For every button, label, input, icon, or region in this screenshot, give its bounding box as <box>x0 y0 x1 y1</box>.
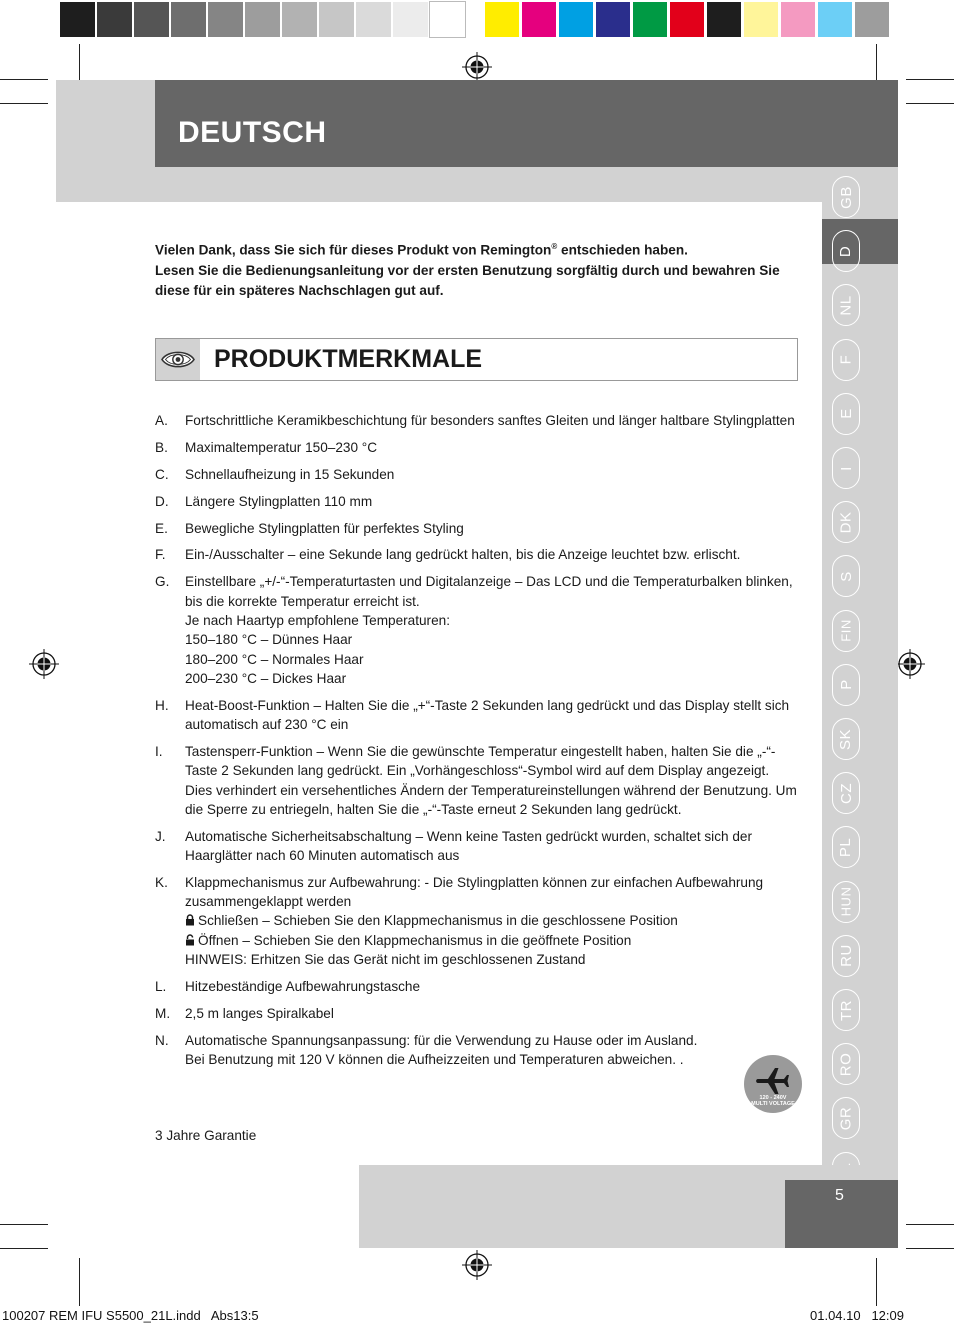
feature-item <box>155 438 800 457</box>
print-slug-file: 100207 REM IFU S5500_21L.indd Abs13:5 <box>2 1308 259 1323</box>
language-tab-label: HUN <box>838 886 854 917</box>
color-swatch <box>559 2 593 37</box>
feature-item <box>155 465 800 484</box>
feature-text: Fortschrittliche Keramikbeschichtung für besonders sanftes Gleiten und länger haltbare Stylingplatten <box>185 413 795 428</box>
language-tab-label: S <box>837 571 855 582</box>
crop-mark <box>0 79 48 80</box>
feature-letter: D. <box>155 493 169 509</box>
feature-text: Automatische Sicherheitsabschaltung – Wenn keine Tasten gedrückt wurden, schaltet sich der Haarglätter nach 60 Minuten automatisch aus <box>185 828 752 863</box>
section-title: PRODUKTMERKMALE <box>214 345 483 373</box>
language-tab-ae[interactable] <box>832 1260 860 1302</box>
language-tab-f[interactable] <box>832 339 860 381</box>
feature-text: Schließen – Schieben Sie den Klappmechanismus in die geschlossene Position <box>198 913 678 929</box>
feature-item <box>155 492 800 511</box>
feature-text: Maximaltemperatur 150–230 °C <box>185 439 378 455</box>
language-tab-label: F <box>837 354 855 365</box>
language-tab-cz[interactable] <box>832 772 860 814</box>
language-tab-fin[interactable] <box>832 610 860 652</box>
language-tab-ru[interactable] <box>832 935 860 977</box>
feature-item <box>155 519 800 538</box>
feature-text: Einstellbare „+/-“-Temperaturtasten und Digitalanzeige – Das LCD und die Temperaturbalken blinken, bis die korrekte Temperatur erreicht ist. <box>185 574 793 609</box>
color-swatch <box>485 2 519 37</box>
feature-letter: B. <box>155 439 168 455</box>
color-swatch <box>60 2 95 37</box>
feature-item <box>155 873 800 969</box>
language-tab-tr[interactable] <box>832 989 860 1031</box>
feature-text: Längere Stylingplatten 110 mm <box>185 493 373 509</box>
color-swatch <box>171 2 206 37</box>
crop-mark <box>0 103 48 104</box>
registered-mark: ® <box>551 242 558 251</box>
language-tab-dk[interactable] <box>832 501 860 543</box>
color-swatch <box>781 2 815 37</box>
language-tab-label: GR <box>837 1106 855 1131</box>
feature-item <box>155 827 800 866</box>
color-swatch <box>818 2 852 37</box>
language-tab-nl[interactable] <box>832 284 860 326</box>
language-tab-i[interactable] <box>832 447 860 489</box>
feature-text: Ein-/Ausschalter – eine Sekunde lang gedrückt halten, bis die Anzeige leuchtet bzw. erlischt. <box>185 547 741 563</box>
feature-text: 180–200 °C – Normales Haar <box>185 651 364 667</box>
language-tab-gr[interactable] <box>832 1097 860 1139</box>
lock-open-icon <box>185 934 195 946</box>
feature-text: Klappmechanismus zur Aufbewahrung: - Die Stylingplatten können zur einfachen Aufbewahrung zusammengeklappt werden <box>185 874 764 910</box>
feature-letter: M. <box>155 1005 171 1021</box>
feature-letter: N. <box>155 1032 169 1048</box>
language-tab-label: RO <box>837 1052 855 1076</box>
warranty-text: 3 Jahre Garantie <box>155 1128 257 1143</box>
feature-item <box>155 1031 800 1070</box>
feature-text: Bewegliche Stylingplatten für perfektes Styling <box>185 520 464 536</box>
language-tab-pl[interactable] <box>832 826 860 868</box>
color-swatch <box>855 2 889 37</box>
crop-mark <box>876 1258 877 1306</box>
feature-letter: K. <box>155 874 168 890</box>
color-swatch <box>356 2 391 37</box>
feature-text: Automatische Spannungsanpassung: für die Verwendung zu Hause oder im Ausland. <box>185 1032 698 1048</box>
color-swatch <box>208 2 243 37</box>
feature-text: Öffnen – Schieben Sie den Klappmechanismus in die geöffnete Position <box>198 932 632 948</box>
color-swatch <box>97 2 132 37</box>
feature-item <box>155 1004 800 1023</box>
language-tab-sk[interactable] <box>832 718 860 760</box>
language-tab-p[interactable] <box>832 664 860 706</box>
feature-item <box>155 572 800 688</box>
eye-icon <box>156 339 200 380</box>
registration-mark-icon <box>895 649 925 679</box>
badge-label: MULTI VOLTAGE <box>751 1101 795 1107</box>
feature-letter: H. <box>155 697 169 713</box>
crop-mark <box>906 1224 954 1225</box>
color-swatch <box>393 2 428 37</box>
feature-lock-open-line <box>185 931 800 950</box>
language-tab-label: CZ <box>837 782 855 804</box>
color-swatch <box>282 2 317 37</box>
badge-voltage: 120 - 240V <box>759 1095 787 1101</box>
crop-mark <box>79 1258 80 1306</box>
feature-letter: I. <box>155 743 163 759</box>
language-tab-label: D <box>837 245 855 257</box>
color-swatch <box>596 2 630 37</box>
color-swatch <box>319 2 354 37</box>
language-tab-label: NL <box>837 295 855 316</box>
language-tab-label: SK <box>837 728 855 750</box>
language-tab-label: GB <box>837 185 855 209</box>
feature-text: Hitzebeständige Aufbewahrungstasche <box>185 978 421 994</box>
feature-note: HINWEIS: Erhitzen Sie das Gerät nicht im geschlossenen Zustand <box>185 952 586 968</box>
feature-letter: J. <box>155 828 166 844</box>
feature-lock-closed-line <box>185 911 800 930</box>
language-tab-label: I <box>837 465 855 471</box>
feature-letter: C. <box>155 466 169 482</box>
feature-letter: A. <box>155 413 168 428</box>
color-swatch <box>707 2 741 37</box>
feature-list <box>155 411 800 1077</box>
feature-letter: G. <box>155 574 170 590</box>
feature-text: 2,5 m langes Spiralkabel <box>185 1005 334 1021</box>
language-tab-d[interactable] <box>832 230 860 272</box>
feature-text: Bei Benutzung mit 120 V können die Aufheizzeiten und Temperaturen abweichen. . <box>185 1052 684 1068</box>
language-tab-label: FIN <box>838 619 854 642</box>
feature-item <box>155 742 800 819</box>
language-tab-label: TR <box>837 999 855 1021</box>
page-number: 5 <box>835 1187 844 1204</box>
feature-item <box>155 545 800 564</box>
language-tab-label: RU <box>837 944 855 968</box>
language-tab-label: DK <box>837 511 855 534</box>
color-swatch <box>522 2 556 37</box>
crop-mark <box>906 79 954 80</box>
feature-text: Je nach Haartyp empfohlene Temperaturen: <box>185 612 450 628</box>
lock-closed-icon <box>185 914 195 926</box>
language-tab-e[interactable] <box>832 393 860 435</box>
registration-mark-icon <box>462 1250 492 1280</box>
color-swatch <box>744 2 778 37</box>
feature-letter: L. <box>155 978 167 994</box>
section-icon-box <box>156 339 200 380</box>
color-swatch <box>430 2 465 37</box>
feature-text: Schnellaufheizung in 15 Sekunden <box>185 466 395 482</box>
color-swatch <box>245 2 280 37</box>
feature-text: Tastensperr-Funktion – Wenn Sie die gewünschte Temperatur eingestellt haben, halten Sie die „-“-Taste 2 Sekunden lang gedrückt. Ein „Vorhängeschloss“-Symbol wird auf dem Display angezeigt. Dies verhindert ein versehentliches Ändern der Temperatureinstellungen während der Benutzung. Um die Sperre zu entriegeln, halten Sie die „-“-Taste erneut 2 Sekunden lang gedrückt. <box>185 743 797 817</box>
intro-line2: Lesen Sie die Bedienungsanleitung vor der ersten Benutzung sorgfältig durch und bewahren Sie diese für ein späteres Nachschlagen gut auf. <box>155 262 780 298</box>
language-tab-label: PL <box>837 837 855 858</box>
registration-mark-icon <box>29 649 59 679</box>
feature-item <box>155 977 800 996</box>
feature-item <box>155 411 800 430</box>
intro-line1a: Vielen Dank, dass Sie sich für dieses Produkt von Remington <box>155 242 552 258</box>
feature-text: 200–230 °C – Dickes Haar <box>185 670 347 686</box>
language-tab-gb[interactable] <box>832 176 860 218</box>
crop-mark <box>906 1248 954 1249</box>
print-slug-date: 01.04.10 12:09 <box>810 1308 904 1323</box>
intro-text <box>155 237 805 301</box>
feature-text: 150–180 °C – Dünnes Haar <box>185 632 353 648</box>
language-tab-s[interactable] <box>832 555 860 597</box>
feature-item <box>155 696 800 735</box>
multi-voltage-badge <box>744 1055 802 1113</box>
crop-mark <box>906 103 954 104</box>
language-tab-hun[interactable] <box>832 881 860 923</box>
crop-mark <box>0 1224 48 1225</box>
color-swatch <box>134 2 169 37</box>
language-tab-ro[interactable] <box>832 1043 860 1085</box>
color-swatch <box>633 2 667 37</box>
language-tab-label: E <box>837 408 855 420</box>
feature-text: Heat-Boost-Funktion – Halten Sie die „+“-Taste 2 Sekunden lang gedrückt und das Display stellt sich automatisch auf 230 °C ein <box>185 697 790 733</box>
language-tab-label: AE <box>837 1270 855 1292</box>
crop-mark <box>0 1248 48 1249</box>
page-title: DEUTSCH <box>178 116 327 149</box>
intro-line1b: entschieden haben. <box>557 242 688 258</box>
registration-mark-icon <box>462 52 492 82</box>
feature-letter: F. <box>155 547 166 563</box>
feature-letter: E. <box>155 520 168 536</box>
color-swatch <box>670 2 704 37</box>
language-tab-label: P <box>837 679 855 691</box>
